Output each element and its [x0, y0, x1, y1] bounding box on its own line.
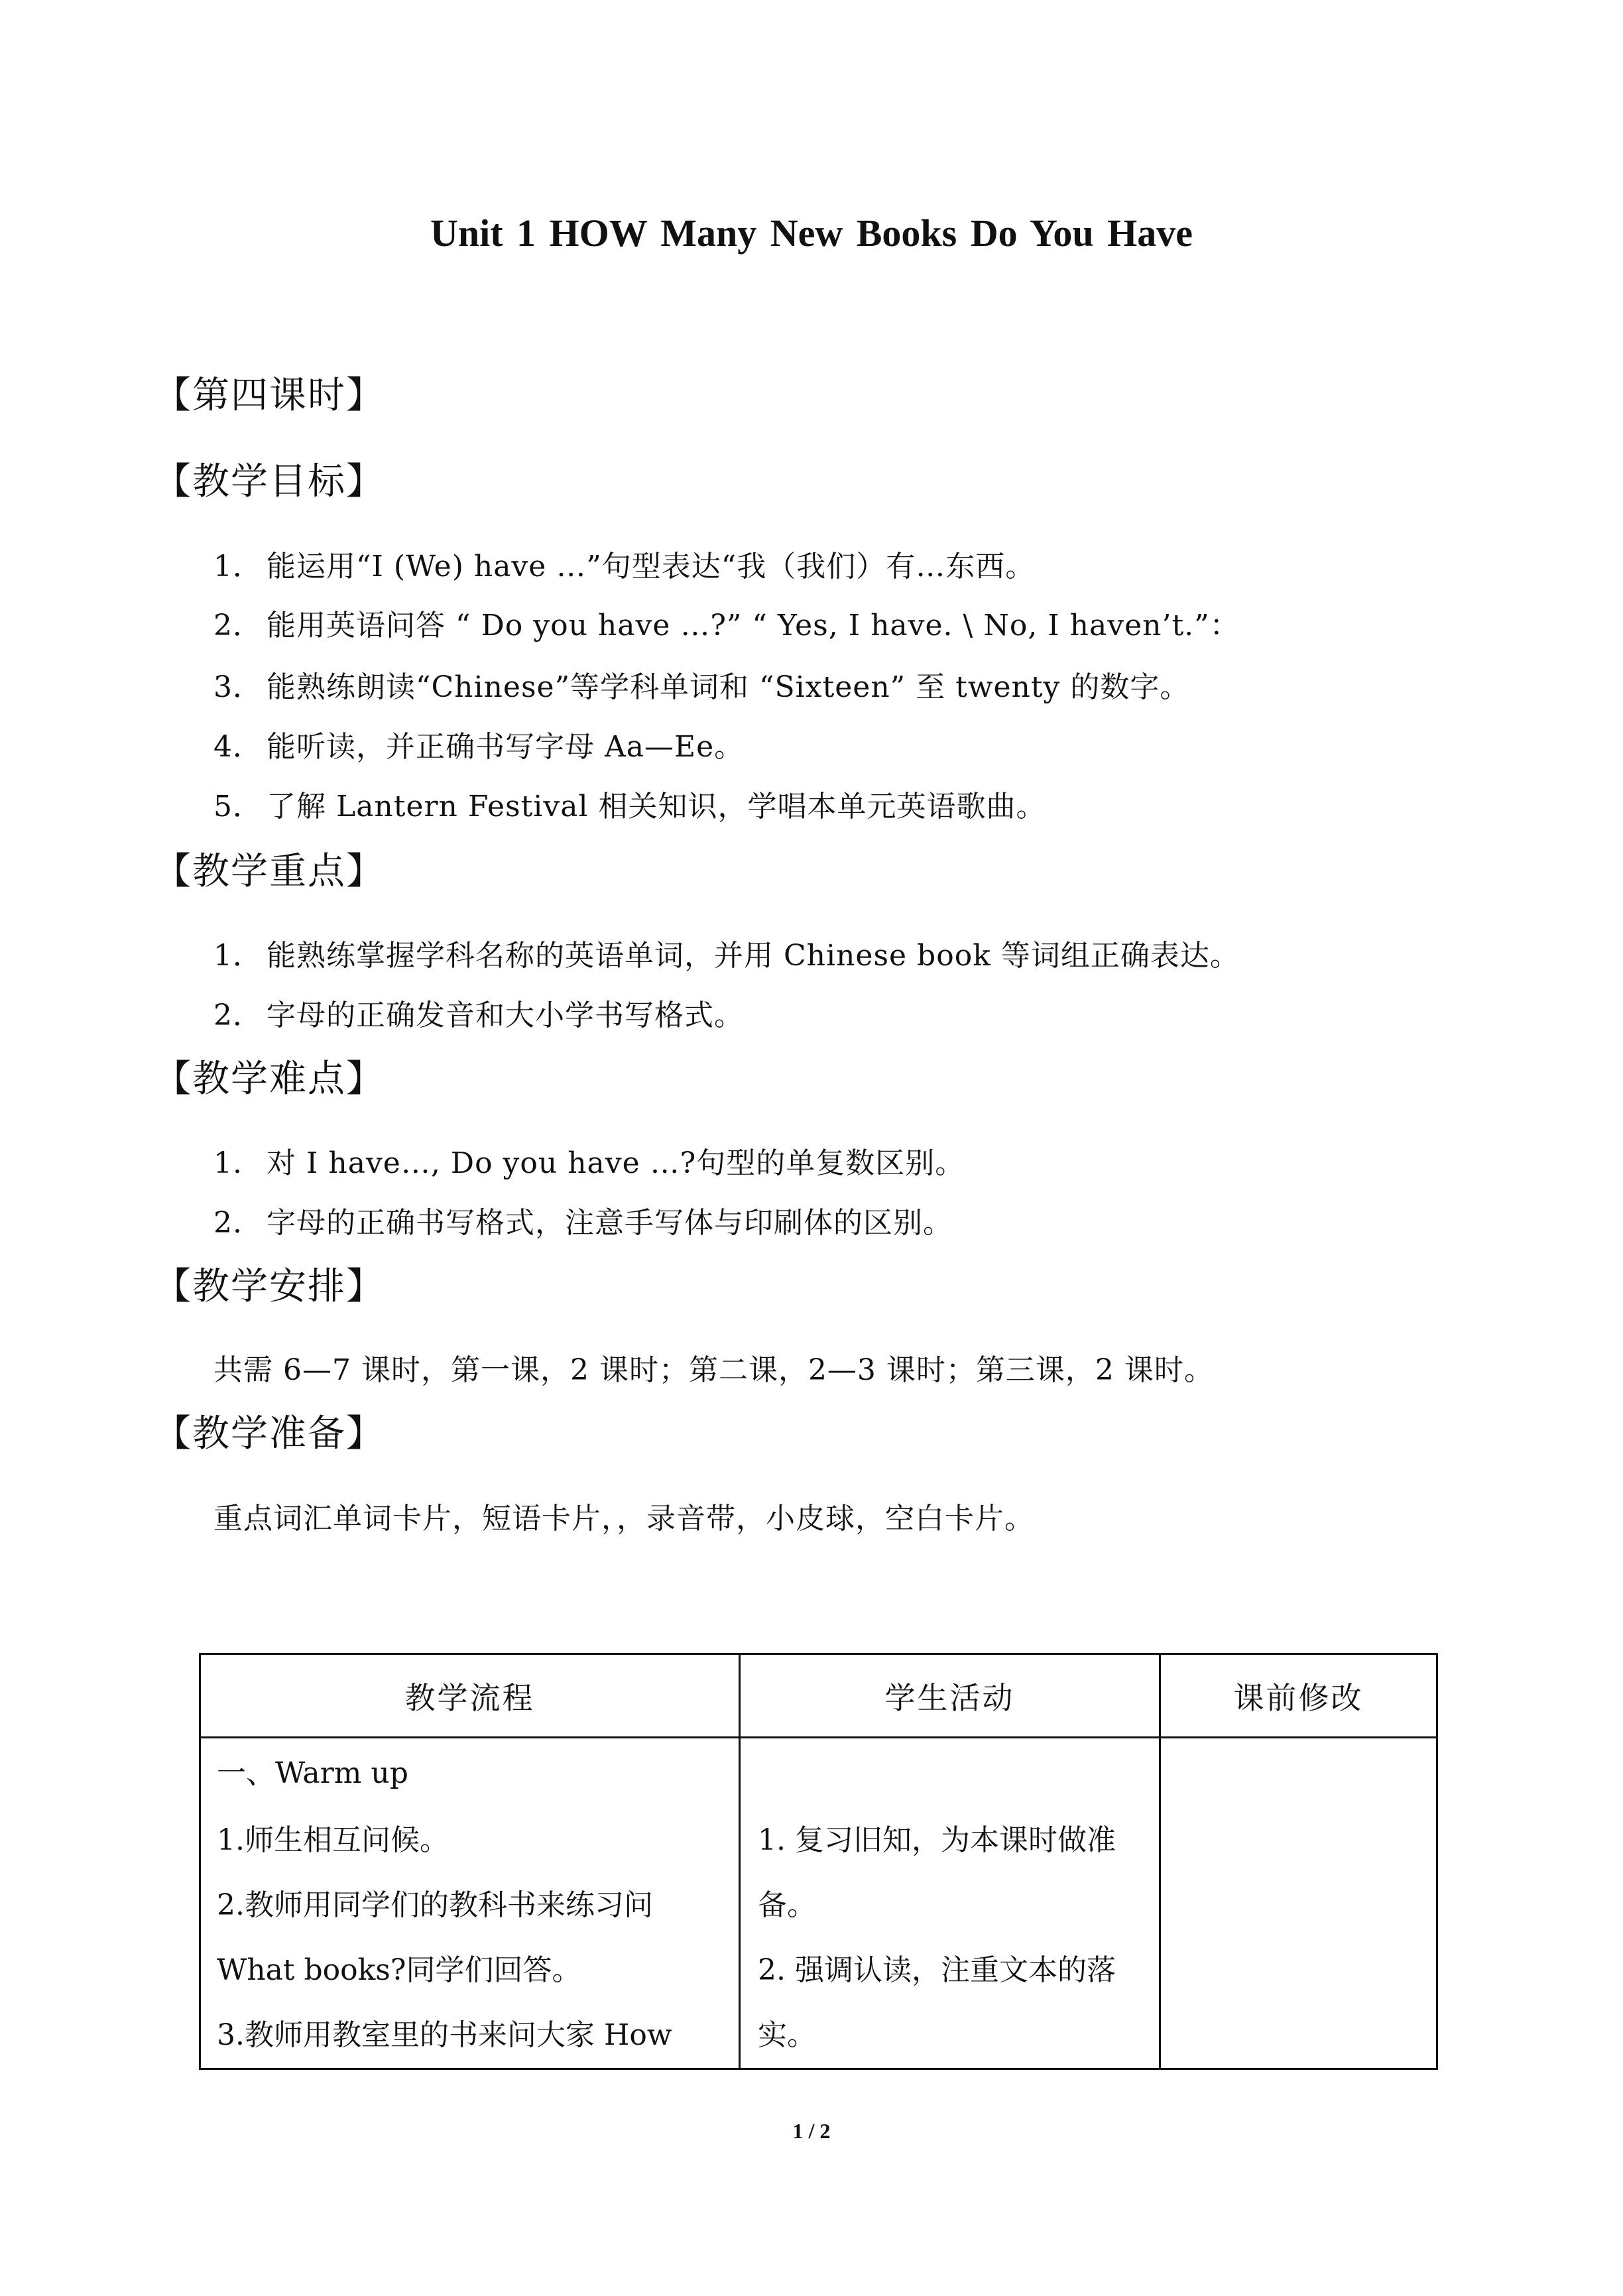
teaching-flow-table	[199, 1653, 1438, 2070]
process-line: What books?同学们回答。	[217, 1953, 581, 1987]
preparation-text: 重点词汇单词卡片，短语卡片，，录音带，小皮球，空白卡片。	[213, 1502, 1034, 1536]
activity-line	[741, 1738, 1159, 1808]
difficulties-heading: 【教学难点】	[154, 1057, 385, 1101]
goal-item: 1． 能运用“I (We) have …”句型表达“我（我们）有…东西。	[213, 550, 1036, 583]
difficulty-item: 2. 字母的正确书写格式，注意手写体与印刷体的区别。	[213, 1206, 953, 1240]
page-number: 1 / 2	[792, 2119, 831, 2143]
goal-item: 3． 能熟练朗读“Chinese”等学科单词和 “Sixteen” 至 twenty 的数字。	[213, 670, 1190, 704]
activity-line: 备。	[758, 1888, 816, 1922]
goals-heading: 【教学目标】	[154, 460, 385, 503]
preparation-heading: 【教学准备】	[154, 1412, 385, 1455]
process-line: 3.教师用教室里的书来问大家 How	[217, 2018, 672, 2052]
key-point-item: 2． 字母的正确发音和大小学书写格式。	[213, 998, 744, 1032]
revision-cell	[1160, 1738, 1437, 2069]
arrangement-text: 共需 6—7 课时，第一课，2 课时；第二课，2—3 课时；第三课，2 课时。	[213, 1353, 1214, 1387]
process-line: 2.教师用同学们的教科书来练习问	[217, 1888, 653, 1922]
lesson-label: 【第四课时】	[154, 374, 385, 417]
key-points-heading: 【教学重点】	[154, 850, 385, 893]
table-header-activity: 学生活动	[740, 1654, 1160, 1738]
process-line: 一、Warm up	[217, 1756, 408, 1790]
table-header-row	[200, 1654, 1437, 1738]
difficulty-item: 1. 对 I have…, Do you have …?句型的单复数区别。	[213, 1146, 965, 1180]
goal-item: 2． 能用英语问答 “ Do you have …?” “ Yes, I have. \ No, I haven’t.”：	[213, 609, 1240, 642]
key-point-item: 1． 能熟练掌握学科名称的英语单词，并用 Chinese book 等词组正确表达。	[213, 939, 1240, 973]
arrangement-heading: 【教学安排】	[154, 1265, 385, 1308]
table-header-process: 教学流程	[200, 1654, 740, 1738]
table-header-revision: 课前修改	[1160, 1654, 1437, 1738]
activity-line: 实。	[758, 2018, 816, 2052]
activity-line: 1. 复习旧知，为本课时做准	[758, 1823, 1116, 1857]
activity-line: 2. 强调认读，注重文本的落	[758, 1953, 1116, 1987]
goal-item: 5． 了解 Lantern Festival 相关知识，学唱本单元英语歌曲。	[213, 790, 1046, 823]
activity-cell	[740, 1738, 1160, 2069]
process-line: 1.师生相互问候。	[217, 1823, 449, 1857]
process-cell	[200, 1738, 740, 2069]
table-row	[200, 1738, 1437, 2069]
document-title: Unit 1 HOW Many New Books Do You Have	[430, 211, 1193, 255]
goal-item: 4． 能听读，并正确书写字母 Aa—Ee。	[213, 730, 745, 764]
